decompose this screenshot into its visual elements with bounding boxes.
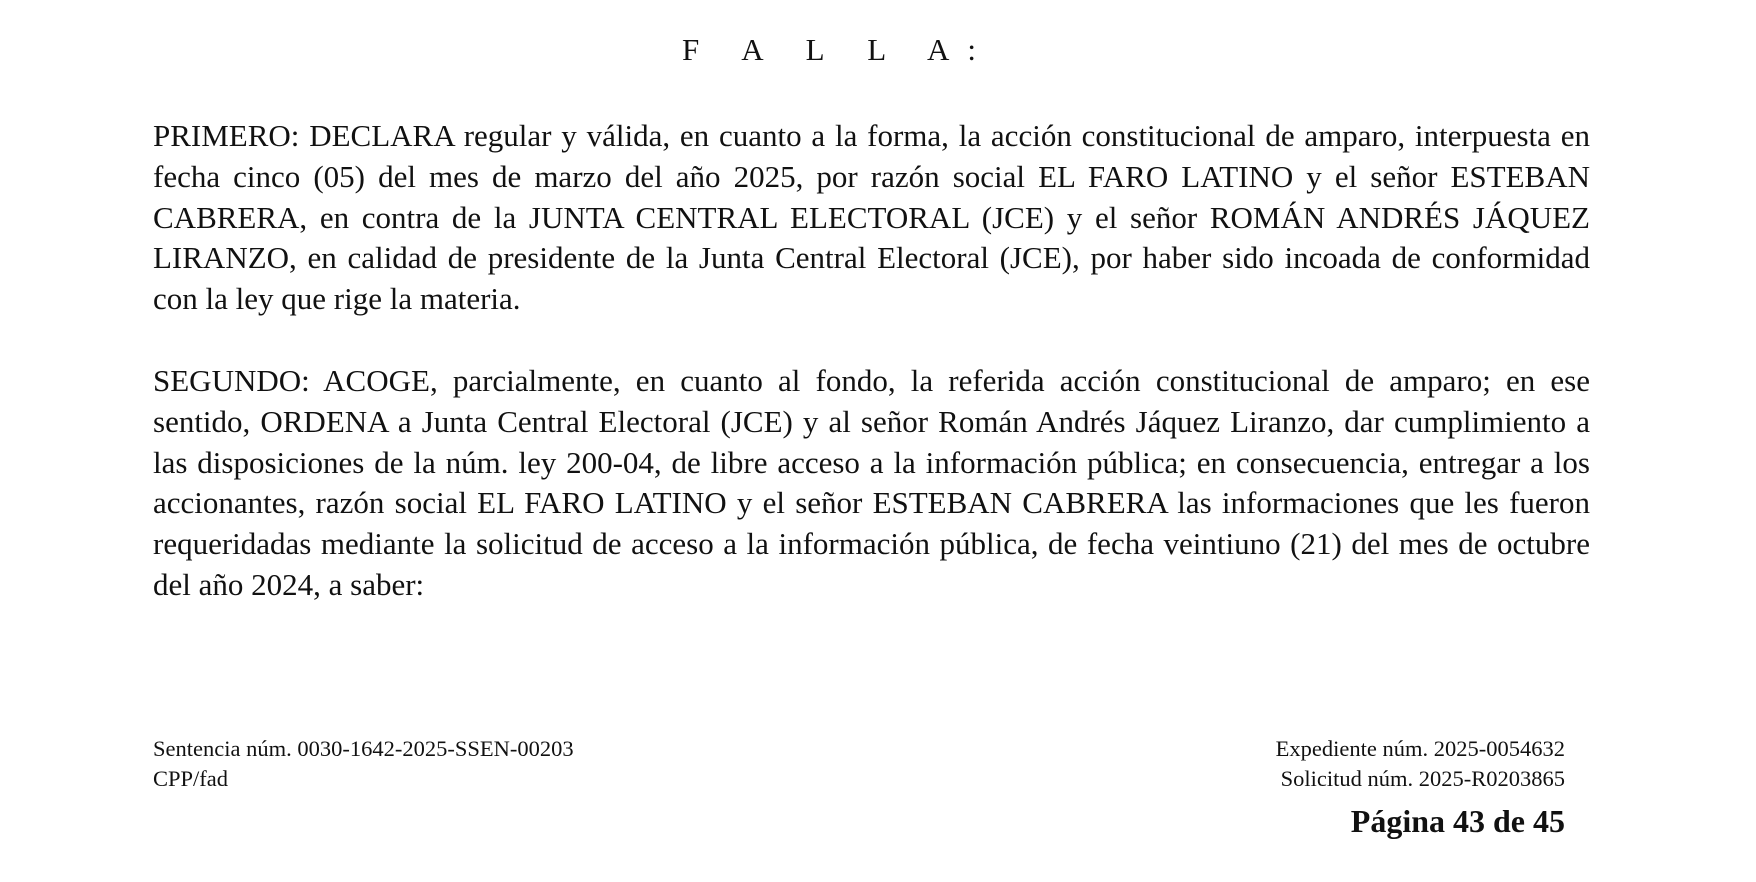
footer-left: [153, 734, 574, 794]
expediente-number: Expediente núm. 2025-0054632: [1275, 736, 1565, 761]
heading-falla: F A L L A:: [681, 32, 995, 67]
paragraph-segundo: SEGUNDO: ACOGE, parcialmente, en cuanto al fondo, la referida acción constitucional de amparo; en ese sentido, ORDENA a Junta Central Electoral (JCE) y al señor Román Andrés Jáquez Liranzo, dar cumplimiento a las disposiciones de la núm. ley 200-04, de libre acceso a la información pública; en consecuencia, entregar a los accionantes, razón social EL FARO LATINO y el señor ESTEBAN CABRERA las informaciones que les fueron requeridadas mediante la solicitud de acceso a la información pública, de fecha veintiuno (21) del mes de octubre del año 2024, a saber:: [153, 363, 1590, 602]
page-number: Página 43 de 45: [1350, 803, 1565, 839]
solicitud-number: Solicitud núm. 2025-R0203865: [1280, 766, 1565, 791]
initials: CPP/fad: [153, 766, 229, 791]
paragraph-primero: PRIMERO: DECLARA regular y válida, en cuanto a la forma, la acción constitucional de amparo, interpuesta en fecha cinco (05) del mes de marzo del año 2025, por razón social EL FARO LATINO y el señor ESTEBAN CABRERA, en contra de la JUNTA CENTRAL ELECTORAL (JCE) y el señor ROMÁN ANDRÉS JÁQUEZ LIRANZO, en calidad de presidente de la Junta Central Electoral (JCE), por haber sido incoada de conformidad con la ley que rige la materia.: [153, 118, 1590, 317]
footer-right: [1276, 734, 1565, 794]
sentencia-number: Sentencia núm. 0030-1642-2025-SSEN-00203: [153, 736, 574, 761]
